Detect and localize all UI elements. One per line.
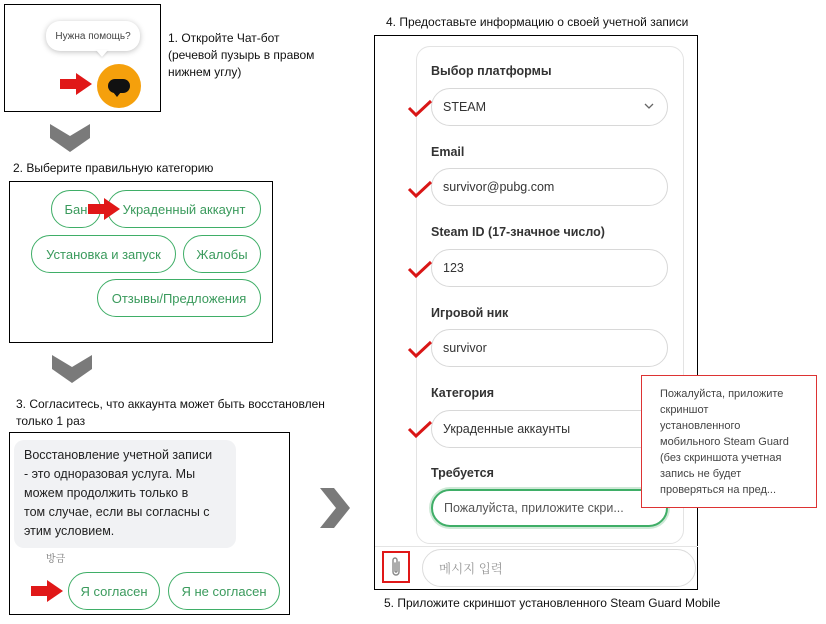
- step3-caption: 3. Согласитесь, что аккаунта может быть восстановлен только 1 раз: [16, 397, 325, 428]
- disagree-button[interactable]: Я не согласен: [168, 572, 280, 610]
- email-label: Email: [431, 145, 465, 159]
- steam-id-field[interactable]: 123: [431, 249, 668, 287]
- chevron-right-icon: [320, 488, 350, 528]
- screenshot-field[interactable]: Пожалуйста, приложите скри...: [431, 489, 668, 527]
- step5-caption: 5. Приложите скриншот установленного Steam Guard Mobile: [384, 596, 721, 610]
- required-label: Требуется: [431, 466, 494, 480]
- checkmark-icon: [407, 340, 433, 358]
- speech-bubble-icon: [108, 79, 130, 93]
- category-complaints[interactable]: Жалобы: [183, 235, 261, 273]
- step4-caption: 4. Предоставьте информацию о своей учетной записи: [386, 15, 689, 29]
- checkmark-icon: [407, 99, 433, 117]
- step1-caption: 1. Откройте Чат-бот (речевой пузырь в правом нижнем углу): [168, 31, 315, 79]
- category-ban[interactable]: Бан: [51, 190, 101, 228]
- help-bubble[interactable]: Нужна помощь?: [46, 21, 140, 51]
- red-arrow-icon: [31, 580, 63, 602]
- category-feedback[interactable]: Отзывы/Предложения: [97, 279, 261, 317]
- email-field[interactable]: survivor@pubg.com: [431, 168, 668, 206]
- paperclip-icon: [389, 556, 403, 578]
- category-stolen-account[interactable]: Украденный аккаунт: [107, 190, 261, 228]
- chevron-down-icon: [644, 101, 654, 111]
- category-install-launch[interactable]: Установка и запуск: [31, 235, 176, 273]
- message-time: 방금: [46, 554, 66, 565]
- category-field[interactable]: Украденные аккаунты: [431, 410, 668, 448]
- chevron-down-icon: [50, 124, 90, 152]
- chatbot-button[interactable]: [97, 64, 141, 108]
- checkmark-icon: [407, 420, 433, 438]
- step2-caption: 2. Выберите правильную категорию: [13, 161, 214, 175]
- platform-select[interactable]: STEAM: [431, 88, 668, 126]
- message-input[interactable]: 메시지 입력: [422, 549, 696, 587]
- checkmark-icon: [407, 260, 433, 278]
- bot-message: Восстановление учетной записи - это одноразовая услуга. Мы можем продолжить только в том случае, если вы согласны с этим условием.: [14, 440, 236, 548]
- red-arrow-icon: [60, 73, 92, 95]
- agree-button[interactable]: Я согласен: [68, 572, 160, 610]
- nickname-label: Игровой ник: [431, 306, 509, 320]
- red-arrow-icon: [88, 198, 120, 220]
- steam-id-label: Steam ID (17-значное число): [431, 225, 605, 239]
- divider: [375, 546, 698, 547]
- attach-button[interactable]: [382, 551, 410, 583]
- checkmark-icon: [407, 180, 433, 198]
- platform-label: Выбор платформы: [431, 64, 552, 78]
- tooltip: Пожалуйста, приложите скриншот установленного мобильного Steam Guard (без скриншота учетная запись не будет проверяться на пред...: [641, 375, 817, 508]
- category-label: Категория: [431, 386, 495, 400]
- chevron-down-icon: [52, 355, 92, 383]
- nickname-field[interactable]: survivor: [431, 329, 668, 367]
- help-bubble-tail: [96, 50, 108, 57]
